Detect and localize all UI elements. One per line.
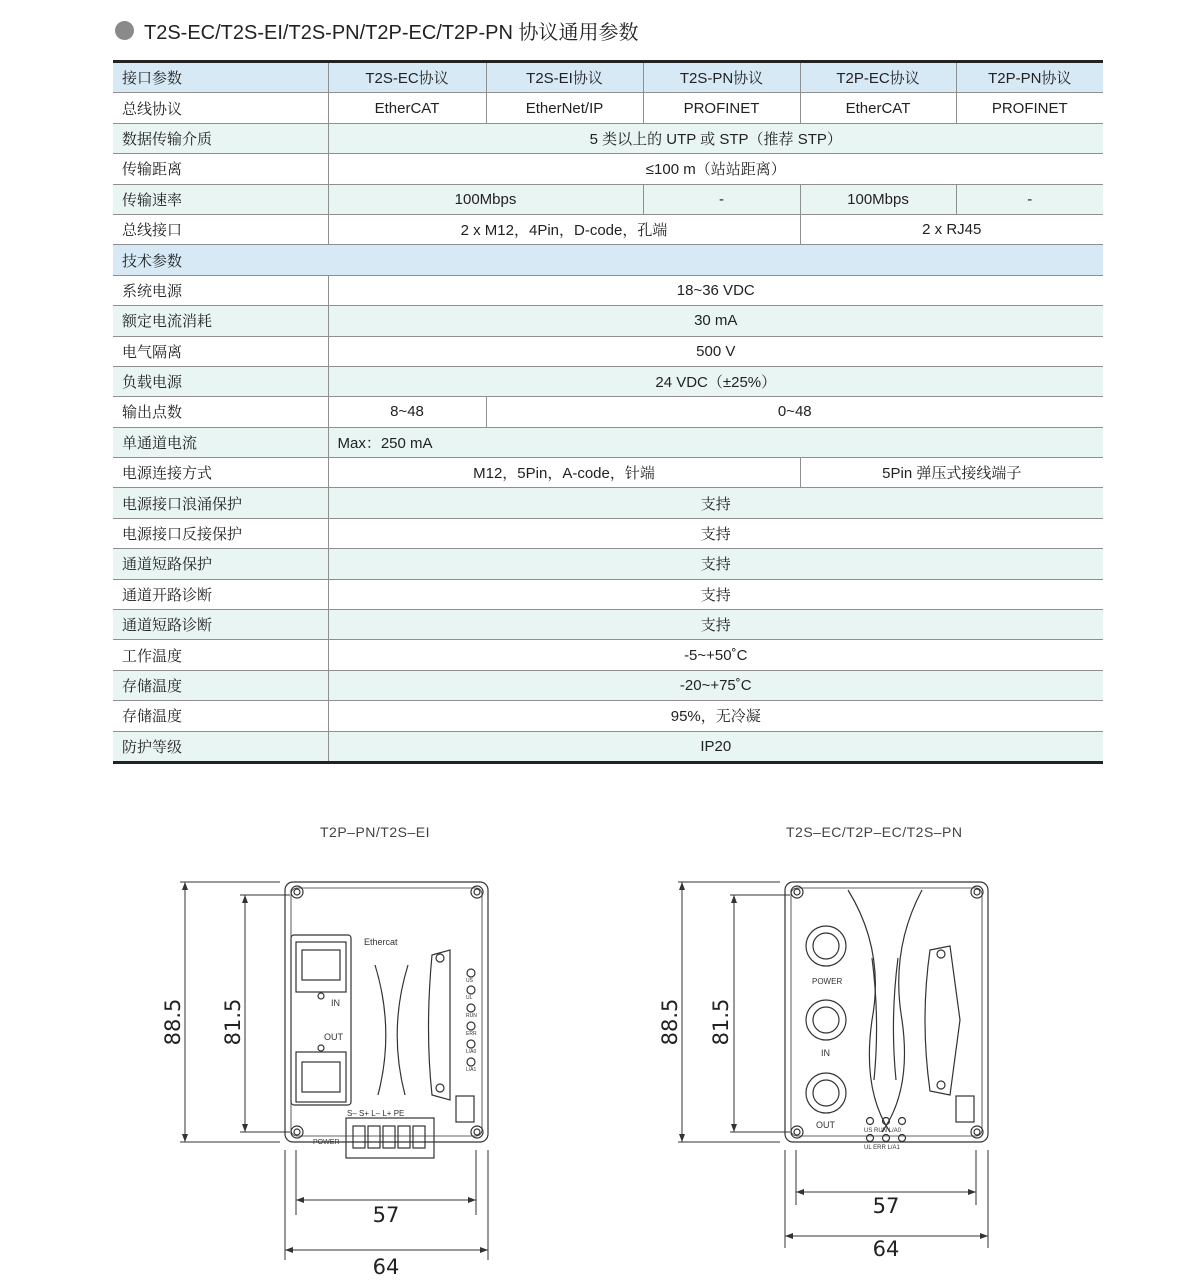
row-label: 防护等级	[113, 731, 328, 762]
cell: 100Mbps	[800, 184, 956, 214]
row-label: 存储温度	[113, 670, 328, 700]
cell: -	[643, 184, 800, 214]
cell: 18~36 VDC	[328, 275, 1103, 305]
row-label: 工作温度	[113, 640, 328, 670]
cell: 5 类以上的 UTP 或 STP（推荐 STP）	[328, 123, 1103, 153]
table-row	[113, 93, 1103, 123]
dim-width-outer: 64	[872, 1237, 900, 1261]
cell: PROFINET	[956, 93, 1103, 123]
row-label: 系统电源	[113, 275, 328, 305]
row-label: 通道短路诊断	[113, 610, 328, 640]
table-row	[113, 579, 1103, 609]
cell: 100Mbps	[328, 184, 643, 214]
led-label: ERR	[466, 1031, 477, 1037]
dim-width-inner: 57	[872, 1194, 900, 1218]
left-device-drawing	[150, 870, 520, 1275]
table-header-row	[113, 62, 1103, 93]
cell: 2 x M12，4Pin，D-code，孔端	[328, 214, 800, 244]
in-label: IN	[821, 1048, 830, 1058]
cell: 95%，无冷凝	[328, 701, 1103, 731]
brand-label: Ethercat	[364, 937, 398, 947]
header-cell: T2S-EI协议	[486, 62, 643, 93]
cell: 500 V	[328, 336, 1103, 366]
header-cell: T2P-PN协议	[956, 62, 1103, 93]
cell: -5~+50˚C	[328, 640, 1103, 670]
cell: EtherCAT	[800, 93, 956, 123]
row-label: 通道短路保护	[113, 549, 328, 579]
left-drawing-caption: T2P–PN/T2S–EI	[320, 824, 430, 840]
cell: EtherCAT	[328, 93, 486, 123]
table-row	[113, 336, 1103, 366]
header-cell: T2P-EC协议	[800, 62, 956, 93]
row-label: 电源接口浪涌保护	[113, 488, 328, 518]
dim-width-outer: 64	[372, 1255, 400, 1275]
in-label: IN	[331, 998, 340, 1008]
table-row	[113, 397, 1103, 427]
led-label: L/A1	[466, 1067, 477, 1073]
section-row	[113, 245, 1103, 275]
cell: IP20	[328, 731, 1103, 762]
table-row	[113, 640, 1103, 670]
row-label: 存储温度	[113, 701, 328, 731]
led-labels-row1: US RUN L/A0	[864, 1128, 902, 1134]
led-label: US	[466, 978, 473, 984]
cell: ≤100 m（站站距离）	[328, 154, 1103, 184]
header-cell: T2S-EC协议	[328, 62, 486, 93]
row-label: 电源连接方式	[113, 458, 328, 488]
led-label: UL	[466, 995, 473, 1001]
led-label: L/A0	[466, 1049, 477, 1055]
table-row	[113, 518, 1103, 548]
row-label: 额定电流消耗	[113, 306, 328, 336]
out-label: OUT	[324, 1032, 343, 1042]
cell: 支持	[328, 579, 1103, 609]
table-row	[113, 184, 1103, 214]
table-row	[113, 670, 1103, 700]
row-label: 数据传输介质	[113, 123, 328, 153]
cell: 支持	[328, 610, 1103, 640]
page-title	[115, 16, 639, 45]
table-row	[113, 154, 1103, 184]
power-label: POWER	[812, 977, 843, 986]
cell: 8~48	[328, 397, 486, 427]
row-label: 传输速率	[113, 184, 328, 214]
cell: 2 x RJ45	[800, 214, 1103, 244]
header-cell: T2S-PN协议	[643, 62, 800, 93]
row-label: 电气隔离	[113, 336, 328, 366]
table-row	[113, 549, 1103, 579]
table-row	[113, 488, 1103, 518]
bullet-icon	[115, 21, 134, 40]
right-device-drawing	[650, 870, 1020, 1275]
right-drawing-caption: T2S–EC/T2P–EC/T2S–PN	[786, 824, 963, 840]
row-label: 通道开路诊断	[113, 579, 328, 609]
table-row	[113, 427, 1103, 457]
cell: EtherNet/IP	[486, 93, 643, 123]
terminal-labels: S– S+ L– L+ PE	[347, 1109, 405, 1118]
dim-height-outer: 88.5	[161, 998, 185, 1046]
cell: 支持	[328, 518, 1103, 548]
row-label: 传输距离	[113, 154, 328, 184]
row-label: 输出点数	[113, 397, 328, 427]
dim-height-outer: 88.5	[658, 998, 682, 1046]
cell: -20~+75˚C	[328, 670, 1103, 700]
header-cell: 接口参数	[113, 62, 328, 93]
dim-height-inner: 81.5	[221, 998, 245, 1046]
cell: -	[956, 184, 1103, 214]
row-label: 负载电源	[113, 366, 328, 396]
row-label: 总线接口	[113, 214, 328, 244]
spec-table	[113, 60, 1103, 764]
table-row	[113, 306, 1103, 336]
dim-width-inner: 57	[372, 1203, 400, 1227]
cell: 支持	[328, 488, 1103, 518]
power-label: POWER	[313, 1139, 340, 1146]
led-label: RUN	[466, 1013, 477, 1019]
row-label: 总线协议	[113, 93, 328, 123]
cell: M12，5Pin，A-code，针端	[328, 458, 800, 488]
out-label: OUT	[816, 1120, 835, 1130]
table-row	[113, 731, 1103, 762]
table-row	[113, 366, 1103, 396]
cell: 30 mA	[328, 306, 1103, 336]
dim-height-inner: 81.5	[709, 998, 733, 1046]
table-row	[113, 610, 1103, 640]
row-label: 电源接口反接保护	[113, 518, 328, 548]
table-row	[113, 275, 1103, 305]
cell: 24 VDC（±25%）	[328, 366, 1103, 396]
cell: Max：250 mA	[328, 427, 1103, 457]
table-row	[113, 123, 1103, 153]
section-label: 技术参数	[113, 245, 1103, 275]
table-row	[113, 701, 1103, 731]
table-row	[113, 458, 1103, 488]
cell: PROFINET	[643, 93, 800, 123]
led-labels-row2: UL ERR L/A1	[864, 1145, 900, 1151]
cell: 支持	[328, 549, 1103, 579]
cell: 0~48	[486, 397, 1103, 427]
table-row	[113, 214, 1103, 244]
page-title-text: T2S-EC/T2S-EI/T2S-PN/T2P-EC/T2P-PN 协议通用参数	[144, 22, 639, 44]
cell: 5Pin 弹压式接线端子	[800, 458, 1103, 488]
row-label: 单通道电流	[113, 427, 328, 457]
